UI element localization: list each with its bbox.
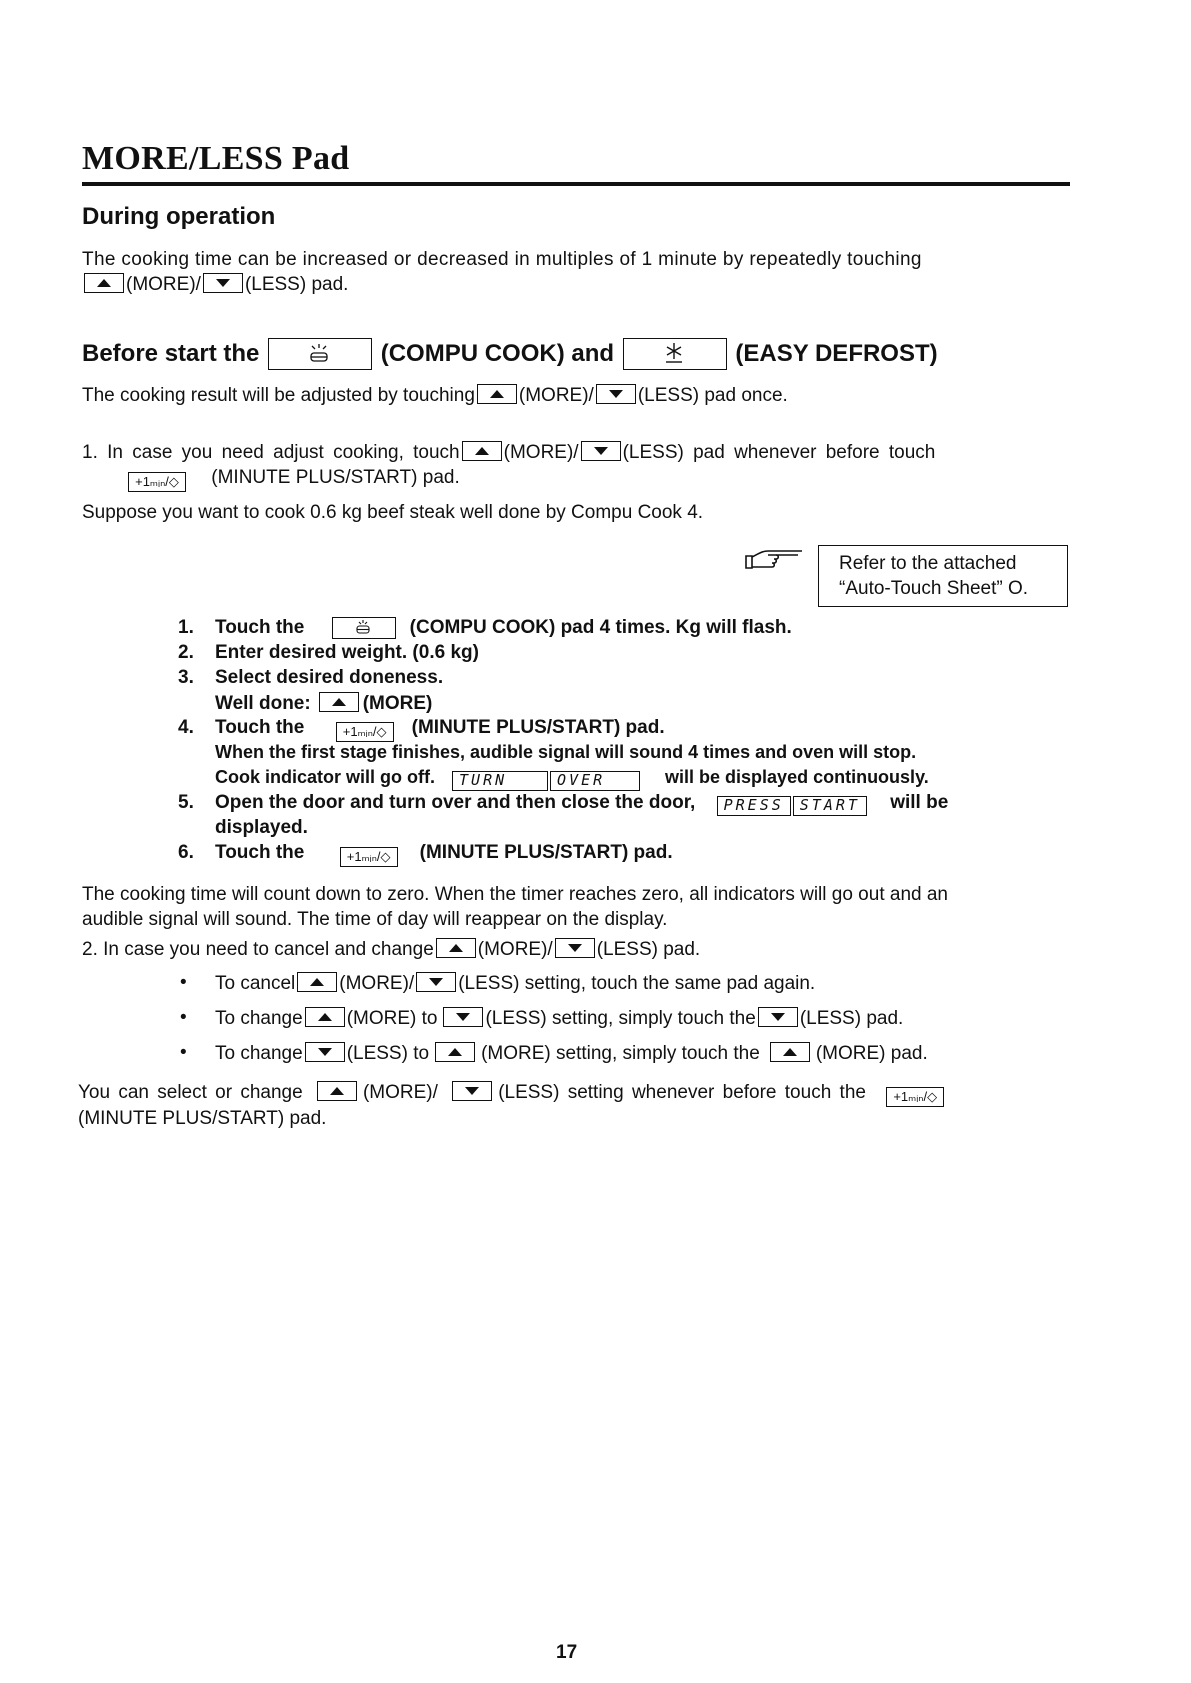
compu-cook-pad-icon	[332, 617, 396, 639]
display-turn: TURN	[452, 771, 548, 791]
less-pad-icon	[443, 1007, 483, 1027]
pointing-hand-icon	[742, 546, 810, 574]
page-number: 17	[556, 1642, 578, 1663]
ref-line1: Refer to the attached	[839, 553, 1017, 574]
closing-line2: (MINUTE PLUS/START) pad.	[78, 1108, 327, 1129]
minute-plus-pad-icon: +1ₘᵢₙ/◇	[128, 472, 186, 492]
ref-line2: “Auto-Touch Sheet” O.	[839, 578, 1029, 599]
case1-line1: 1. In case you need adjust cooking, touch (MORE)/ (LESS) pad whenever before touch	[82, 442, 936, 463]
minute-plus-pad-icon: +1ₘᵢₙ/◇	[340, 847, 398, 867]
more-pad-icon	[435, 1042, 475, 1062]
para-before-start: The cooking result will be adjusted by touching (MORE)/ (LESS) pad once.	[82, 385, 788, 406]
minute-plus-pad-icon: +1ₘᵢₙ/◇	[336, 722, 394, 742]
less-pad-icon	[452, 1081, 492, 1101]
after-line1: The cooking time will count down to zero. When the timer reaches zero, all indicators will go out and an	[82, 884, 948, 905]
compu-cook-pad-icon	[268, 338, 372, 370]
more-pad-icon	[477, 384, 517, 404]
heading-before-start: Before start the (COMPU COOK) and (EASY DEFROST)	[82, 338, 938, 370]
less-pad-icon	[758, 1007, 798, 1027]
title-rule	[82, 182, 1070, 186]
manual-page: MORE/LESS Pad During operation The cooking time can be increased or decreased in multiples of 1 minute by repeatedly touching (MORE)/ (LESS) pad. Before start the (COMPU COOK) and (EASY DEFROST) The cooking result will be adjusted by touching (MORE)/ (LESS) pad once. 1. In case you need adjust cooking, touch (MORE)/ (LESS) pad whenever before touch +1ₘᵢₙ/◇ (MINUTE PLUS/START) pad. Suppose you want to cook 0.6 kg beef steak well done by Compu Cook 4. Refer to the attached “Auto-Touch Sheet” O. 1. Touch the (COMPU COOK) pad 4 times. Kg will flash. 2. Enter desired weight. (0.6 kg) 3. Select desired doneness. Well done: (MORE) 4. Touch the +1ₘᵢₙ/◇ (MINUTE PLUS/START) pad. When the first stage finishes, audible signal will sound 4 times and oven will stop. Cook indicator will go off. TURN OVER will be displayed continuously. 5. Open the door and turn over and then close the door, PRESS START will be displayed. 6. Touch the +1ₘᵢₙ/◇ (MINUTE PLUS/START) pad. The cooking time will count down to zero. When the timer reaches zero, all indicators will go out and an audible signal will sound. The time of day will reappear on the display. 2. In case you need to cancel and change (MORE)/ (LESS) pad. • To cancel (MORE)/ (LESS) setting, touch the same pad again. • To change (MORE) to (LESS) setting, simply touch the (LESS) pad. • To change (LESS) to (MORE) setting, simply touch the (MORE) pad. You can select or change (MORE)/ (LESS) setting whenever before touch the +1ₘᵢₙ/◇ (MINUTE PLUS/START) pad. 17	[0, 0, 1191, 1683]
page-title: MORE/LESS Pad	[82, 140, 350, 177]
closing-line1: You can select or change (MORE)/ (LESS) setting whenever before touch the +1ₘᵢₙ/◇	[78, 1080, 946, 1107]
display-press: PRESS	[717, 796, 791, 816]
reference-note-box	[818, 545, 1068, 607]
more-pad-icon	[305, 1007, 345, 1027]
less-pad-icon	[305, 1042, 345, 1062]
para-during-line2	[82, 272, 348, 298]
more-pad-icon	[319, 692, 359, 712]
less-label: (LESS) pad.	[244, 274, 349, 295]
more-label: (MORE)/	[126, 274, 201, 295]
less-pad-icon	[555, 938, 595, 958]
display-start: START	[793, 796, 867, 816]
more-pad-icon	[84, 273, 124, 293]
case1-suppose: Suppose you want to cook 0.6 kg beef steak well done by Compu Cook 4.	[82, 502, 704, 523]
more-pad-icon	[436, 938, 476, 958]
para-during-line1: The cooking time can be increased or decreased in multiples of 1 minute by repeatedly touching	[82, 249, 922, 270]
less-pad-icon	[416, 972, 456, 992]
more-pad-icon	[317, 1081, 357, 1101]
more-pad-icon	[770, 1042, 810, 1062]
case2-line: 2. In case you need to cancel and change (MORE)/ (LESS) pad.	[82, 939, 701, 960]
more-pad-icon	[297, 972, 337, 992]
less-pad-icon	[596, 384, 636, 404]
more-pad-icon	[462, 441, 502, 461]
less-pad-icon	[203, 273, 243, 293]
less-pad-icon	[581, 441, 621, 461]
after-line2: audible signal will sound. The time of day will reappear on the display.	[82, 909, 668, 930]
heading-during-operation: During operation	[82, 203, 276, 230]
display-over: OVER	[550, 771, 640, 791]
easy-defrost-pad-icon	[623, 338, 727, 370]
case1-line2: +1ₘᵢₙ/◇ (MINUTE PLUS/START) pad.	[126, 465, 460, 492]
minute-plus-pad-icon: +1ₘᵢₙ/◇	[886, 1087, 944, 1107]
